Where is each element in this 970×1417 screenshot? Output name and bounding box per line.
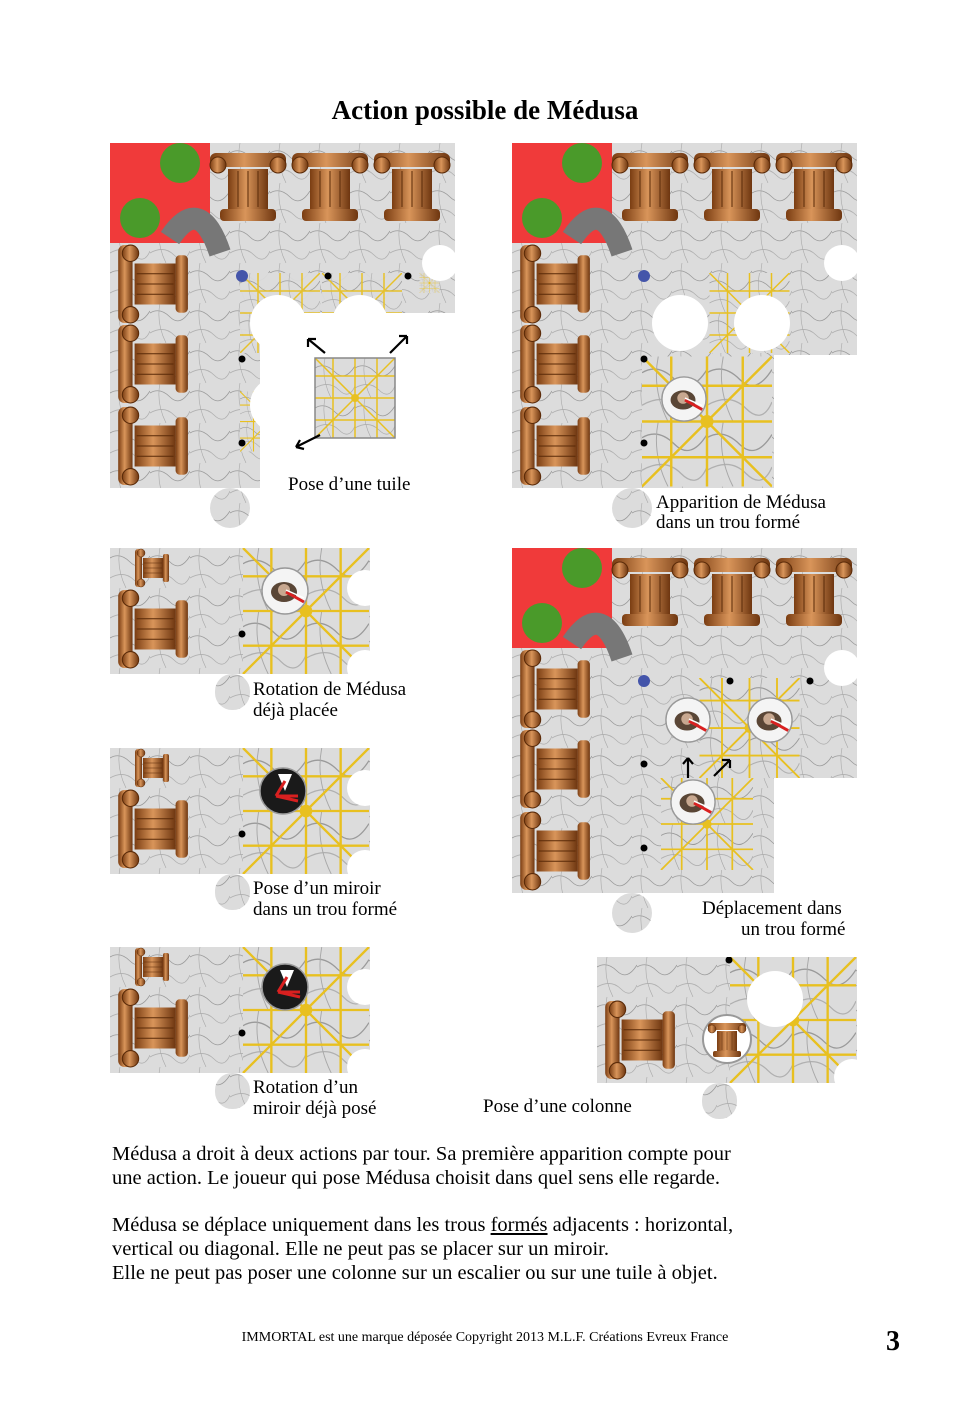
caption-apparition-2: dans un trou formé [656,512,801,533]
caption-rotation-miroir-1: Rotation d’un [253,1077,359,1098]
caption-pose-miroir-2: dans un trou formé [253,899,398,920]
rules-p1-line2: une action. Le joueur qui pose Médusa choisit dans quel sens elle regarde. [112,1167,720,1189]
footer-copyright: IMMORTAL est une marque déposée Copyright 2013 M.L.F. Créations Evreux France [241,1330,729,1345]
page-title: Action possible de Médusa [331,95,639,125]
caption-deplacement-1: Déplacement dans [702,898,842,919]
caption-apparition-1: Apparition de Médusa [656,492,826,513]
rules-p1-line1: Médusa a droit à deux actions par tour. Sa première apparition compte pour [112,1143,731,1165]
caption-deplacement-2: un trou formé [741,919,846,940]
mirror-token [262,964,308,1010]
caption-pose-colonne: Pose d’une colonne [483,1096,632,1117]
rules-p2-line1: Médusa se déplace uniquement dans les trous formés adjacents : horizontal, [112,1214,734,1236]
board-apparition [512,143,862,528]
caption-rotation-medusa-1: Rotation de Médusa [253,679,407,700]
board-pose-colonne [597,957,859,1122]
mirror-token [260,768,306,814]
medusa-token [262,568,308,614]
caption-pose-tuile: Pose d’une tuile [288,474,411,495]
rules-p2-line3: Elle ne peut pas poser une colonne sur un escalier ou sur une tuile à objet. [112,1262,718,1284]
caption-pose-miroir-1: Pose d’un miroir [253,878,381,899]
rules-p2-line2: vertical ou diagonal. Elle ne peut pas se placer sur un miroir. [112,1238,609,1260]
board-deplacement [512,548,862,933]
caption-rotation-miroir-2: miroir déjà posé [253,1098,377,1119]
board-pose-tuile [110,143,460,528]
medusa-token [662,377,706,421]
caption-rotation-medusa-2: déjà placée [253,700,338,721]
page-number: 3 [886,1326,900,1357]
